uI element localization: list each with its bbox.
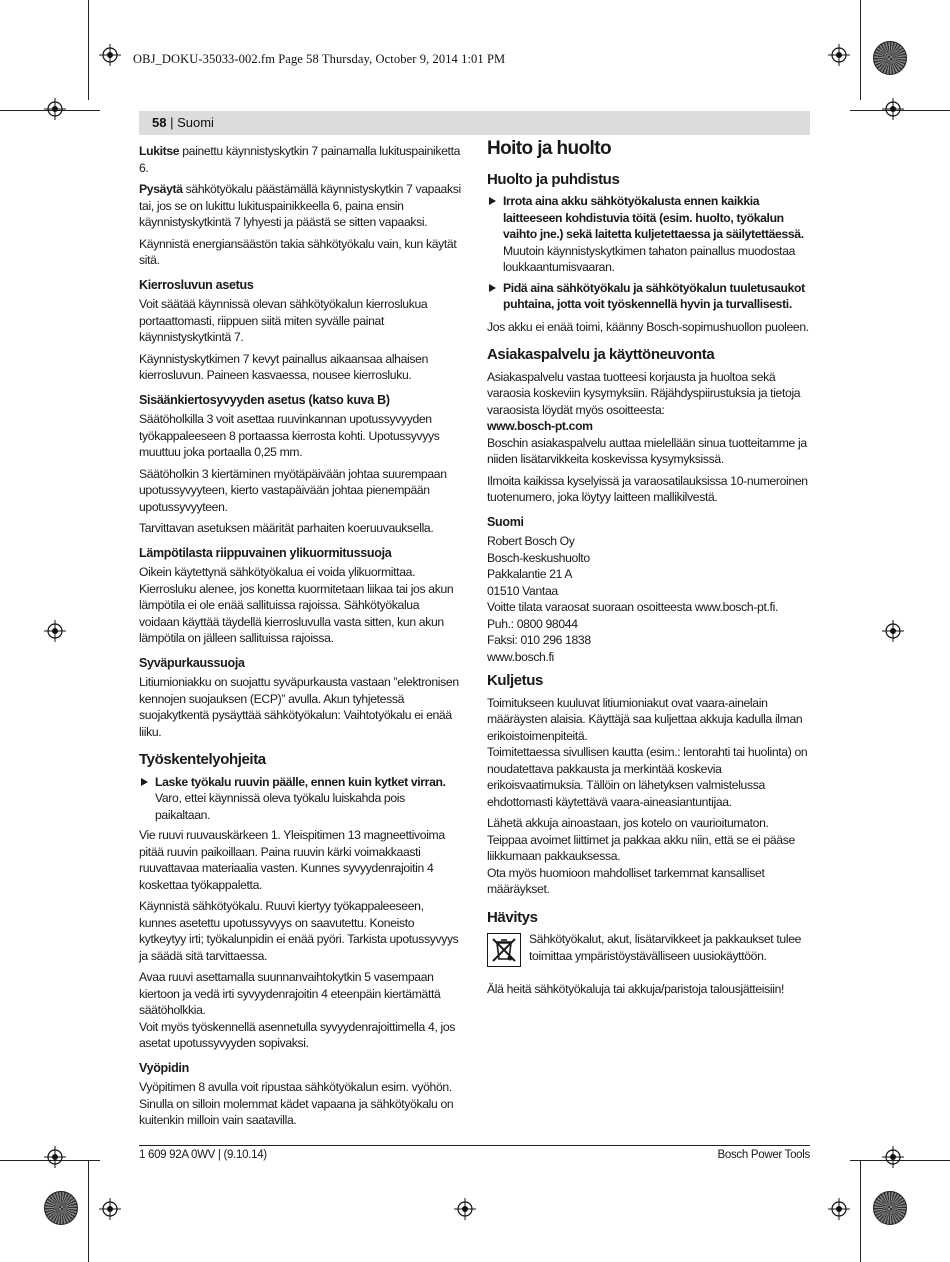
service-address	[487, 533, 810, 665]
registration-mark-icon	[99, 1198, 121, 1220]
paragraph: Vyöpitimen 8 avulla voit ripustaa sähkötyökalun esim. vyöhön. Sinulla on silloin molemmat kädet vapaana ja sähkötyökalu on kuitenkin milloin vain saatavilla.	[139, 1080, 454, 1127]
paragraph: Säätöholkin 3 kiertäminen myötäpäivään johtaa suurempaan upotussyvyyteen, kierto vastapäivään johtaa pienempään upotussyvyyteen.	[139, 466, 447, 514]
registration-mark-icon	[828, 44, 850, 66]
section-title: Huolto ja puhdistus	[487, 170, 620, 188]
chapter-title: Hoito ja huolto	[487, 138, 611, 159]
print-slug: OBJ_DOKU-35033-002.fm Page 58 Thursday, October 9, 2014 1:01 PM	[133, 52, 506, 66]
page-number: 58	[152, 115, 167, 130]
address-line: Robert Bosch Oy	[487, 534, 575, 548]
registration-mark-icon	[44, 98, 66, 120]
header-section: Suomi	[177, 115, 214, 130]
section-heading: Syväpurkaussuoja	[139, 655, 245, 670]
section-title: Asiakaspalvelu ja käyttöneuvonta	[487, 346, 715, 363]
paragraph: Vie ruuvi ruuvauskärkeen 1. Yleispitimen 13 magneettivoima pitää ruuvin paikoillaan. Paina ruuvin kärki voimakkaasti ruuvattavaa materiaalia vasten. Kunnes syvyydenrajoitin 4 koskettaa työkappaletta.	[139, 828, 445, 892]
paragraph: Pysäytä sähkötyökalu päästämällä käynnistyskytkin 7 vapaaksi tai, jos se on lukittu lukituspainikkeella 6, paina ensin käynnistyskytkintä 7 lyhyesti ja päästä se sitten vapaaksi.	[139, 182, 461, 229]
section-heading: Suomi	[487, 514, 524, 529]
section-heading: Vyöpidin	[139, 1060, 189, 1075]
footer-brand: Bosch Power Tools	[717, 1149, 810, 1161]
gray-dial-mark-icon	[873, 41, 907, 75]
address-line: Voitte tilata varaosat suoraan osoitteesta www.bosch-pt.fi.	[487, 600, 778, 614]
paragraph: Ilmoita kaikissa kyselyissä ja varaosatilauksissa 10-numeroinen tuotenumero, joka löytyy laitteen mallikilvestä.	[487, 473, 808, 504]
bullet-item: Irrota aina akku sähkötyökalusta ennen kaikkia laitteeseen kohdistuvia töitä (esim. huolto, työkalun vaihto jne.) sekä laitetta kuljetettaessa ja säilytettäessä. Muutoin käynnistyskytkimen tahaton painallus muodostaa loukkaantumisvaaran.	[487, 193, 810, 276]
paragraph: Lukitse painettu käynnistyskytkin 7 painamalla lukituspainiketta 6.	[139, 144, 461, 175]
service-url: www.bosch-pt.com	[487, 419, 593, 433]
registration-mark-icon	[882, 1146, 904, 1168]
paragraph: Jos akku ei enää toimi, käänny Bosch-sopimushuollon puoleen.	[487, 319, 809, 334]
paragraph: Voit säätää käynnissä olevan sähkötyökalun kierroslukua portaattomasti, riippuen siitä miten syvälle painat käynnistyskytkintä 7.	[139, 297, 428, 344]
paragraph: Litiumioniakku on suojattu syväpurkausta vastaan ”elektronisen kennojen suojauksen (ECP)” avulla. Akun tyhjetessä suojakytkentä pysäyttää sähkötyökalun: Vaihtotyökalu ei enää liiku.	[139, 675, 459, 739]
paragraph: Käynnistyskytkimen 7 kevyt painallus aikaansaa alhaisen kierrosluvun. Paineen kasvaessa, nousee kierrosluku.	[139, 351, 428, 382]
section-heading: Lämpötilasta riippuvainen ylikuormitussuoja	[139, 545, 392, 560]
section-title: Työskentelyohjeita	[139, 751, 266, 768]
address-line: www.bosch.fi	[487, 649, 554, 664]
registration-mark-icon	[44, 1146, 66, 1168]
address-line: Pakkalantie 21 A	[487, 567, 573, 581]
paragraph: Avaa ruuvi asettamalla suunnanvaihtokytkin 5 vasempaan kiertoon ja vedä irti syvyydenrajoitin 4 eteenpäin kiertämättä säätöholkkia.	[139, 970, 441, 1017]
address-line: Puh.: 0800 98044	[487, 616, 578, 631]
paragraph: Säätöholkilla 3 voit asettaa ruuvinkannan upotussyvyyden työkappaleeseen 8 portaassa kierrosta kohti. Upotussyvyys muuttuu joka portaalla 0,25 mm.	[139, 412, 440, 459]
disposal-text: Sähkötyökalut, akut, lisätarvikkeet ja pakkaukset tulee toimittaa ympäristöystävälliseen uusiokäyttöön.	[529, 932, 802, 963]
right-column	[487, 138, 810, 1003]
paragraph: Asiakaspalvelu vastaa tuotteesi korjausta ja huoltoa sekä varaosia koskeviin kysymyksiin. Räjähdyspiirustuksia ja tietoja varaosista löydät myös osoitteesta:	[487, 369, 801, 417]
address-line: Faksi: 010 296 1838	[487, 633, 591, 647]
trim-mark	[88, 1160, 89, 1262]
bullet-triangle-icon	[141, 778, 148, 786]
registration-mark-icon	[882, 620, 904, 642]
paragraph: Oikein käytettynä sähkötyökalua ei voida ylikuormittaa. Kierrosluku alenee, jos konetta kuormitetaan liikaa tai jos akun lämpötila ei ole enää sallituissa rajoissa. Sähkötyökalua voidaan käyttää täydellä kierrosluvulla vasta sitten, kun akun lämpötila on jälleen sallituissa rajoissa.	[139, 565, 454, 645]
footer-doc-number: 1 609 92A 0WV | (9.10.14)	[139, 1149, 267, 1161]
registration-mark-icon	[828, 1198, 850, 1220]
section-heading: Sisäänkiertosyvyyden asetus (katso kuva B)	[139, 392, 390, 407]
paragraph: Toimitettaessa sivullisen kautta (esim.: lentorahti tai huolinta) on noudatettava pakkausta ja merkintää koskevia erikoisvaatimuksia. Tällöin on lähetyksen valmistelussa ehdottomasti käytettävä vaara-aineasiantuntijaa.	[487, 745, 808, 809]
section-title: Hävitys	[487, 908, 538, 926]
crossed-out-bin-icon	[487, 933, 521, 967]
section-heading: Kierrosluvun asetus	[139, 277, 254, 292]
trim-mark	[860, 0, 861, 100]
registration-mark-icon	[882, 98, 904, 120]
registration-mark-icon	[99, 44, 121, 66]
paragraph: Ota myös huomioon mahdolliset tarkemmat kansalliset määräykset.	[487, 865, 765, 896]
page-header	[139, 111, 810, 135]
registration-mark-icon	[44, 620, 66, 642]
gray-dial-mark-icon	[873, 1191, 907, 1225]
bullet-triangle-icon	[489, 197, 496, 205]
paragraph: Toimitukseen kuuluvat litiumioniakut ovat vaara-ainelain määräysten alaisia. Käyttäjä saa kuljettaa akkuja kadulla ilman erikoistoimenpiteitä.	[487, 695, 803, 743]
address-line: 01510 Vantaa	[487, 583, 558, 598]
paragraph: Käynnistä energiansäästön takia sähkötyökalu vain, kun käytät sitä.	[139, 236, 457, 267]
bullet-triangle-icon	[489, 284, 496, 292]
paragraph: Käynnistä sähkötyökalu. Ruuvi kiertyy työkappaleeseen, kunnes asetettu upotussyvyys on saavutettu. Koneisto kytkeytyy irti; työkalunpidin ei enää pyöri. Tarkista upotussyvyys ja säädä sitä tarvittaessa.	[139, 899, 459, 963]
disposal-row	[487, 931, 810, 967]
paragraph: Älä heitä sähkötyökaluja tai akkuja/paristoja talousjätteisiin!	[487, 982, 785, 996]
bullet-item: Laske työkalu ruuvin päälle, ennen kuin kytket virran. Varo, ettei käynnissä oleva työkalu luiskahda pois paikaltaan.	[139, 774, 461, 824]
bullet-item: Pidä aina sähkötyökalu ja sähkötyökalun tuuletusaukot puhtaina, jotta voit työskennellä hyvin ja turvallisesti.	[487, 280, 810, 313]
header-separator: |	[166, 115, 178, 130]
paragraph: Boschin asiakaspalvelu auttaa mielellään sinua tuotteitamme ja niiden lisätarvikkeita koskevissa kysymyksissä.	[487, 435, 807, 466]
registration-mark-icon	[454, 1198, 476, 1220]
paragraph: Lähetä akkuja ainoastaan, jos kotelo on vaurioitumaton. Teippaa avoimet liittimet ja pakkaa akku niin, että se ei pääse liikkumaan pakkauksessa.	[487, 816, 795, 863]
gray-dial-mark-icon	[44, 1191, 78, 1225]
paragraph: Tarvittavan asetuksen määrität parhaiten koeruuvauksella.	[139, 521, 434, 535]
section-title: Kuljetus	[487, 672, 543, 689]
paragraph: Voit myös työskennellä asennetulla syvyydenrajoittimella 4, jos asetat upotussyvyyden sopivaksi.	[139, 1019, 455, 1050]
address-line: Bosch-keskushuolto	[487, 550, 590, 565]
trim-mark	[860, 1160, 861, 1262]
footer-rule	[139, 1145, 810, 1146]
trim-mark	[88, 0, 89, 100]
left-column	[139, 143, 461, 1134]
